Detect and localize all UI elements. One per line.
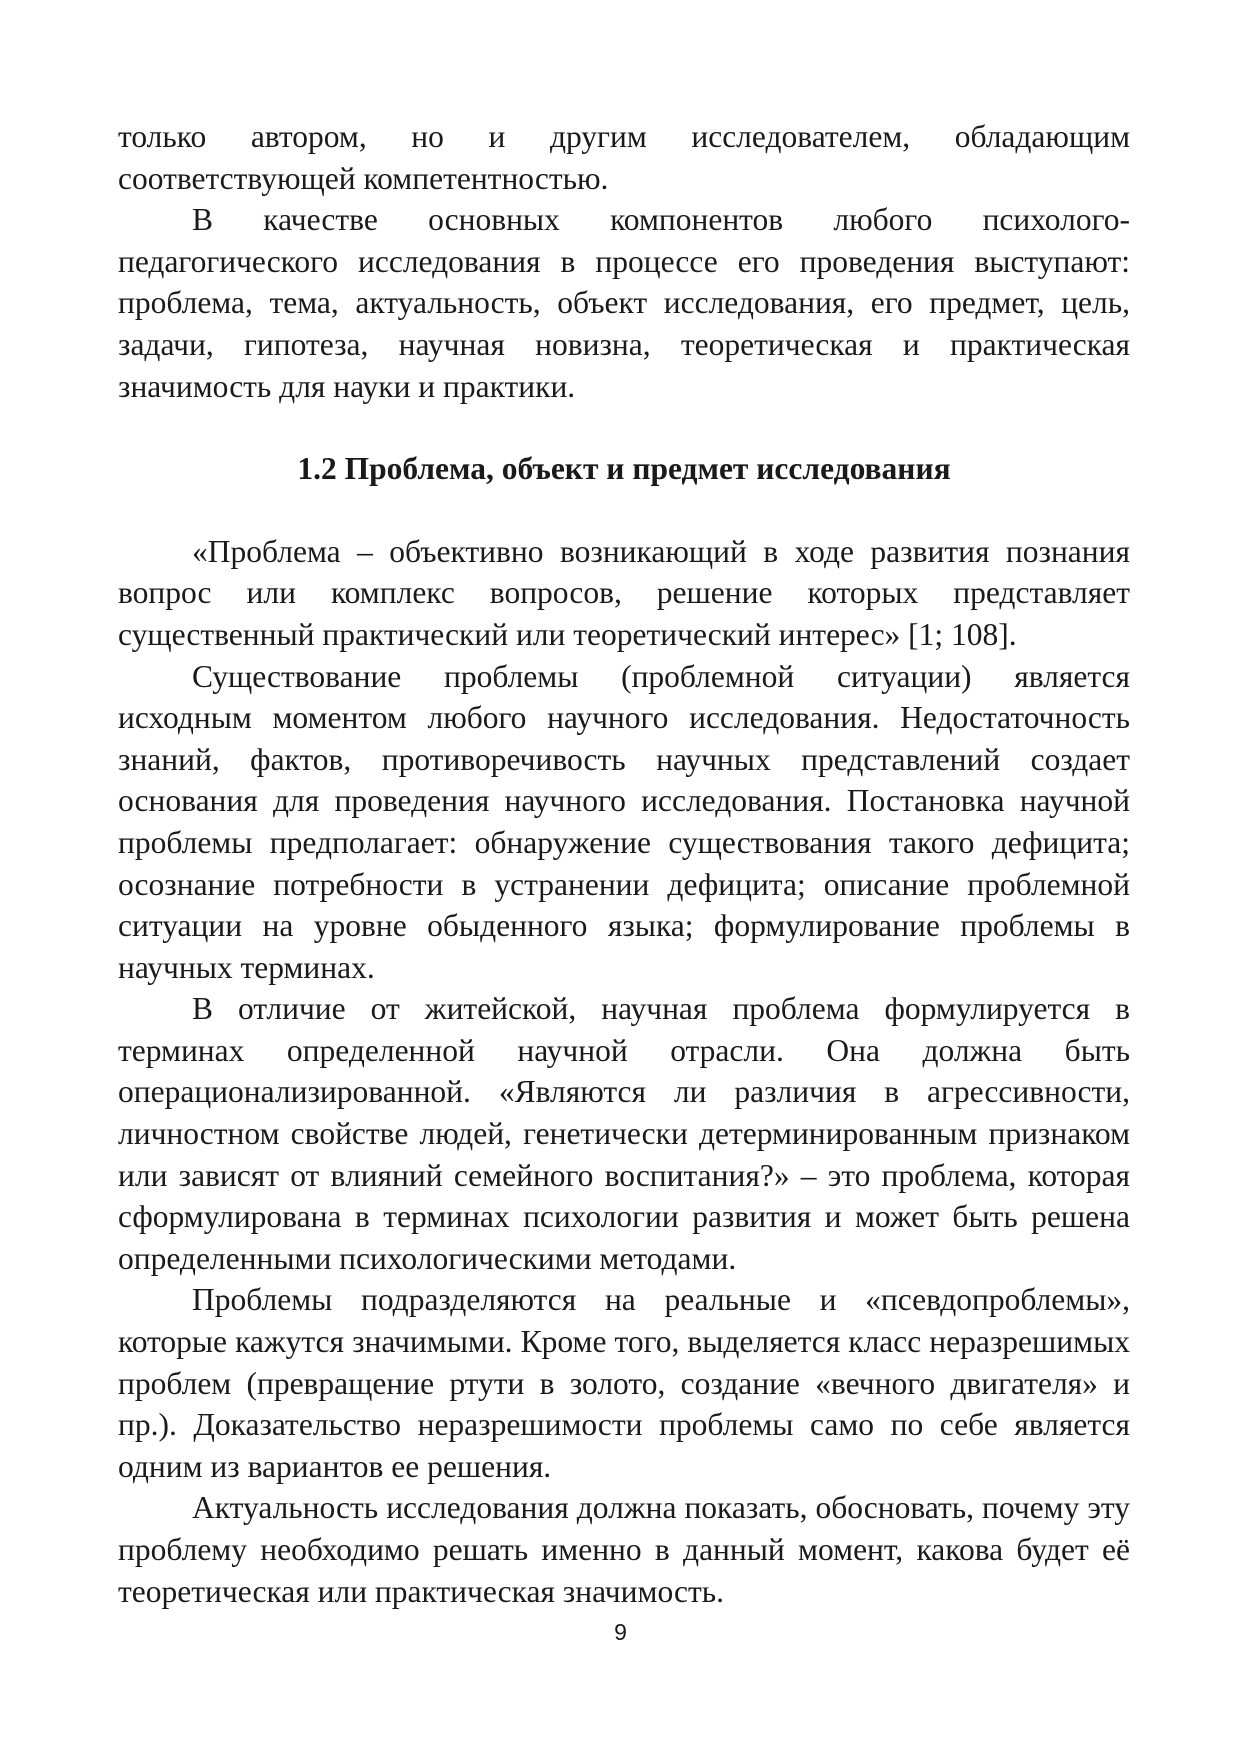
paragraph-continuation: только автором, но и другим исследователем, обладающим соответствующей компетентностью. — [118, 119, 1130, 196]
section-heading: 1.2 Проблема, объект и предмет исследования — [297, 451, 951, 487]
paragraph-relevance: Актуальность исследования должна показать, обосновать, почему эту проблему необходимо решать именно в данный момент, какова будет её теоретическая или практическая значимость. — [118, 1490, 1130, 1609]
body-text — [118, 116, 1130, 1612]
page-number: 9 — [614, 1619, 627, 1645]
paragraph-problem-definition: «Проблема – объективно возникающий в ходе развития познания вопрос или комплекс вопросов, решение которых представляет существенный практический или теоретический интерес» [1; 108]. — [118, 533, 1130, 652]
paragraph-problem-existence: Существование проблемы (проблемной ситуации) является исходным моментом любого научного исследования. Недостаточность знаний, фактов, противоречивость научных представлений создает основания для проведения научного исследования. Постановка научной проблемы предполагает: обнаружение существования такого дефицита; осознание потребности в устранении дефицита; описание проблемной ситуации на уровне обыденного языка; формулирование проблемы в научных терминах. — [118, 658, 1130, 985]
paragraph-problem-types: Проблемы подразделяются на реальные и «псевдопроблемы», которые кажутся значимыми. Кроме того, выделяется класс неразрешимых проблем (превращение ртути в золото, создание «вечного двигателя» и пр.). Доказательство неразрешимости проблемы само по себе является одним из вариантов ее решения. — [118, 1282, 1130, 1484]
paragraph-components: В качестве основных компонентов любого психолого-педагогического исследования в процессе его проведения выступают: проблема, тема, актуальность, объект исследования, его предмет, цель, задачи, гипотеза, научная новизна, теоретическая и практическая значимость для науки и практики. — [118, 202, 1130, 404]
paragraph-scientific-problem: В отличие от житейской, научная проблема формулируется в терминах определенной научной отрасли. Она должна быть операционализированной. «Являются ли различия в агрессивности, личностном свойстве людей, генетически детерминированным признаком или зависят от влияний семейного воспитания?» – это проблема, которая сформулирована в терминах психологии развития и может быть решена определенными психологическими методами. — [118, 991, 1130, 1276]
